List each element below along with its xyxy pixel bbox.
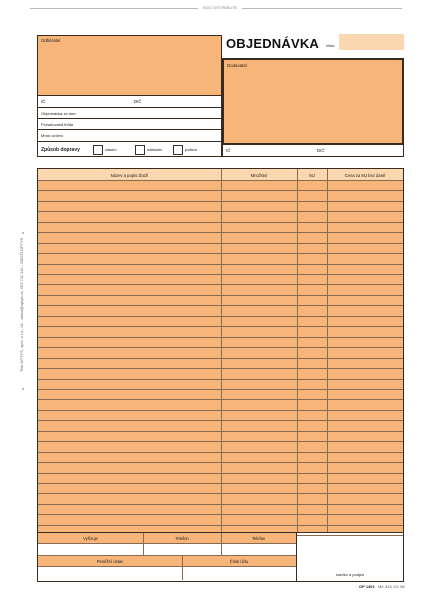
stamp-box[interactable] [297,533,404,582]
customer-dic-label: DIČ [134,99,142,104]
col-header-qty: Množství [250,172,268,178]
footer-header-row-1 [38,533,296,544]
customer-ids-row [37,96,222,108]
shipping-own-checkbox[interactable] [93,145,103,155]
col-header-price: Cena za MJ bez daně [344,172,386,178]
vendor-label: Dodavatel [227,63,247,68]
footer-divider-c [182,556,183,580]
fax-label: Telefax [251,536,266,541]
vendor-ic-label: IČ [226,148,231,153]
footer-divider-a [143,533,144,556]
requested-date-label: Požadovaná lhůta [41,122,74,127]
destination-label: Místo určení [41,133,64,138]
footer-divider-b [221,533,222,556]
footer-input-row-1[interactable] [38,544,296,556]
order-number-label: číslo: [326,43,336,48]
col-divider-1 [221,169,222,532]
items-table [37,168,404,533]
shipping-post-checkbox[interactable] [173,145,183,155]
shipping-freight-checkbox[interactable] [135,145,145,155]
side-print-info: Tisk OPTYS, spol. s r.o., 01 - sklad@optys.cz, 553 711 110 - ZBOŽÍ OPTYS [19,237,24,372]
shipping-own-label: vlastní [105,147,117,152]
customer-ic-label: IČ [41,99,46,104]
shipping-label: Způsob dopravy [41,147,80,153]
shipping-post-label: poštou [185,147,198,152]
customer-label: Odběratel [41,38,61,43]
col-divider-3 [327,169,328,532]
punch-mark-top [22,232,24,234]
requested-date-row[interactable] [37,119,222,130]
footer-left [37,533,297,582]
shipping-freight-label: nákladní [147,147,163,152]
top-rule-right [242,8,402,9]
vendor-dic-label: DIČ [317,148,325,153]
col-header-name: Název a popis zboží [110,172,149,178]
col-header-mj: MJ [309,172,315,178]
punch-mark-bottom [22,388,24,390]
order-date-row[interactable] [37,108,222,119]
footer-header-row-2 [38,556,296,567]
customer-box [37,35,222,96]
vendor-ids-row [222,145,404,157]
stamp-label: razítko a podpis [335,572,365,577]
handles-label: Vyřizuje [83,536,98,541]
form-code: OP 1301 [359,584,375,589]
order-date-label: Objednávka ze dne: [41,111,77,116]
destination-row[interactable] [37,130,222,142]
footer-input-row-2[interactable] [38,567,296,580]
order-number-field[interactable] [339,34,404,50]
vendor-box [222,58,404,145]
top-rule-left [30,8,198,9]
bank-label: Peněžní ústav [96,559,124,564]
document-title: OBJEDNÁVKA [226,36,320,51]
shipping-row [37,142,222,157]
phone-label: Telefon [175,536,189,541]
form-code-2: MK 815 111 58 [378,584,405,589]
account-label: Číslo účtu [229,559,249,564]
col-divider-2 [297,169,298,532]
header-tag: EDIC DISTRIBUTE [202,5,238,10]
